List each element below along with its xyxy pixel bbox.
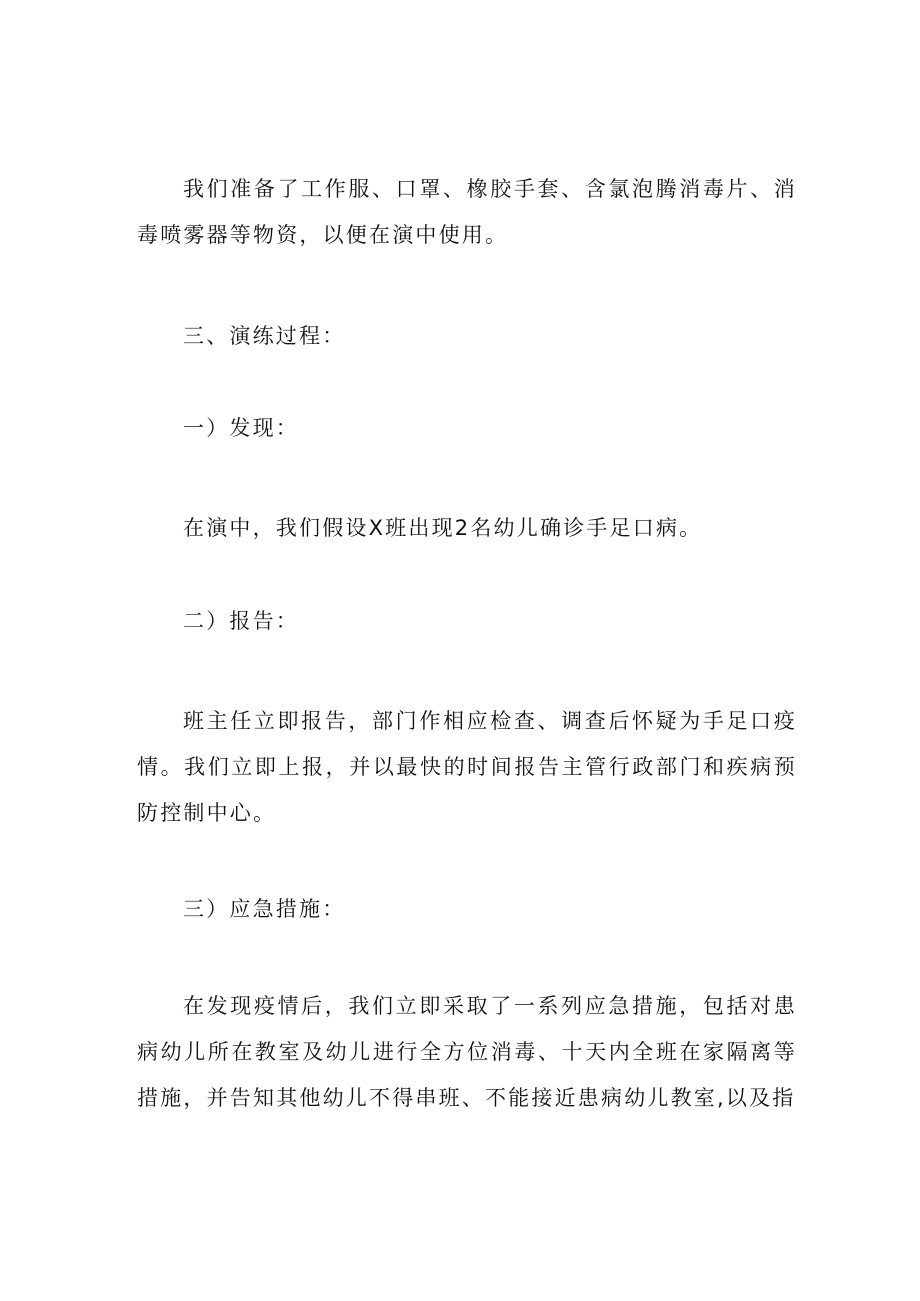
paragraph-report: 班主任立即报告，部门作相应检查、调查后怀疑为手足口疫情。我们立即上报，并以最快的时间报告主管行政部门和疾病预防控制中心。	[137, 709, 797, 825]
heading-drill-process: 三、演练过程：	[183, 324, 346, 348]
heading-discovery: 一）发现：	[183, 416, 299, 440]
heading-emergency-measures: 三）应急措施：	[183, 897, 346, 921]
paragraph-emergency-measures: 在发现疫情后，我们立即采取了一系列应急措施，包括对患病幼儿所在教室及幼儿进行全方位消毒、十天内全班在家隔离等措施，并告知其他幼儿不得串班、不能接近患病幼儿教室,以及指	[137, 994, 797, 1110]
paragraph-supplies: 我们准备了工作服、口罩、橡胶手套、含氯泡腾消毒片、消毒喷雾器等物资，以便在演中使用。	[137, 177, 797, 247]
paragraph-discovery: 在演中，我们假设X班出现2名幼儿确诊手足口病。	[183, 516, 703, 540]
heading-report: 二）报告：	[183, 609, 299, 633]
